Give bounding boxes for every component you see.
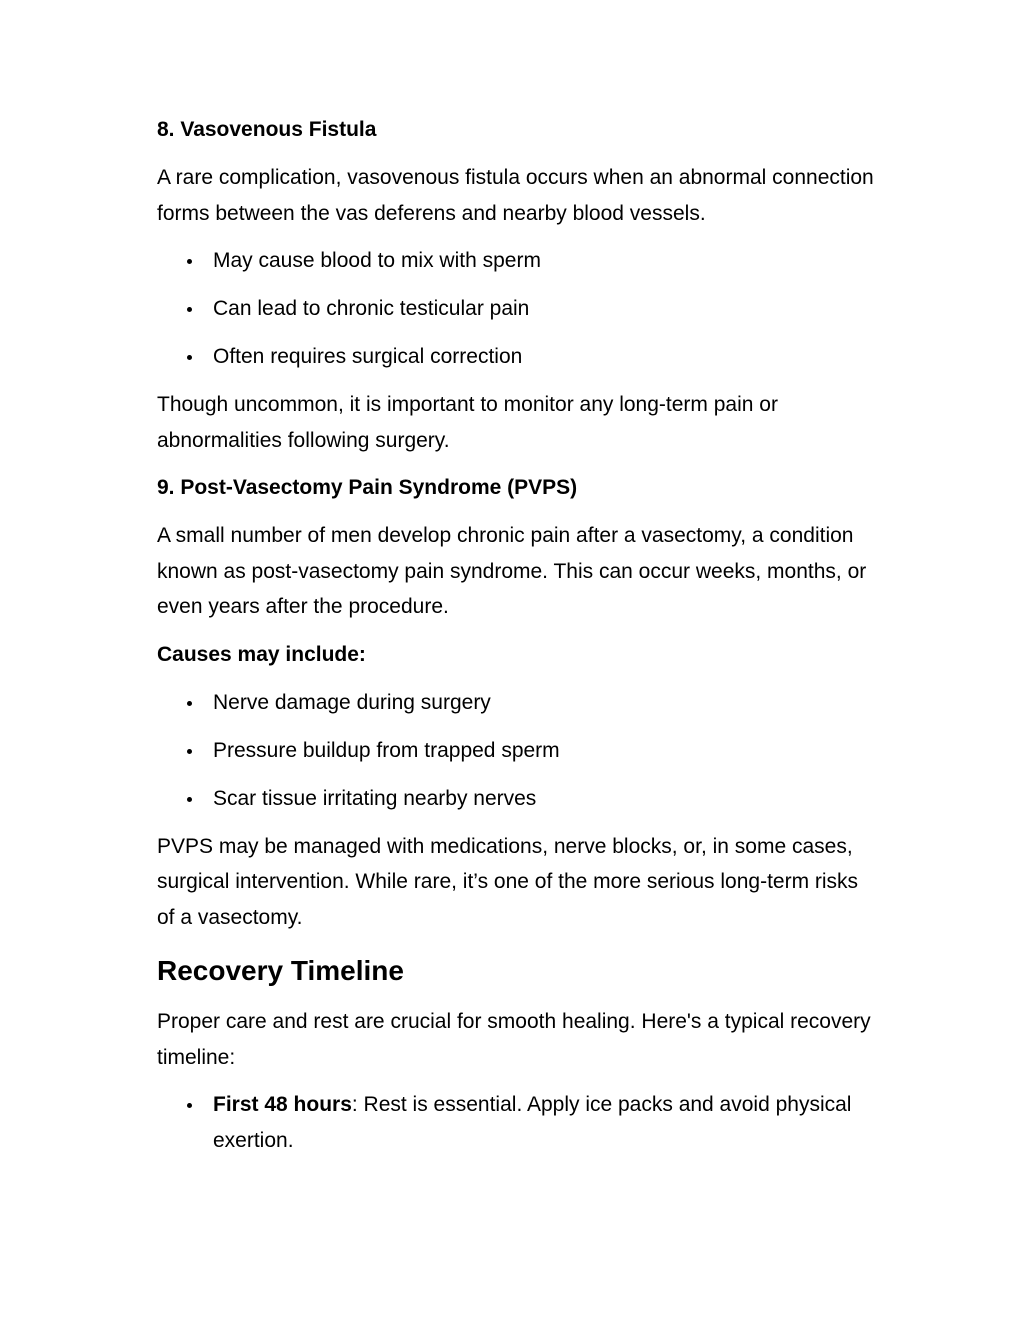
list-item: Can lead to chronic testicular pain <box>157 291 877 327</box>
causes-bullet-list <box>157 685 877 817</box>
list-item: Nerve damage during surgery <box>157 685 877 721</box>
paragraph-pvps-intro: A small number of men develop chronic pain after a vasectomy, a condition known as post-vasectomy pain syndrome. This can occur weeks, months, or even years after the procedure. <box>157 524 867 618</box>
list-item: Often requires surgical correction <box>157 339 877 375</box>
section-heading-recovery-timeline: Recovery Timeline <box>157 955 404 986</box>
section-heading-pvps: 9. Post-Vasectomy Pain Syndrome (PVPS) <box>157 476 578 499</box>
paragraph-pvps-outro: PVPS may be managed with medications, nerve blocks, or, in some cases, surgical intervention. While rare, it’s one of the more serious long-term risks of a vasectomy. <box>157 834 859 929</box>
list-item: Scar tissue irritating nearby nerves <box>157 781 877 817</box>
paragraph-fistula-intro: A rare complication, vasovenous fistula occurs when an abnormal connection forms between the vas deferens and nearby blood vessels. <box>157 166 874 225</box>
fistula-bullet-list <box>157 243 877 375</box>
paragraph-recovery-intro: Proper care and rest are crucial for smooth healing. Here's a typical recovery timeline: <box>157 1010 871 1069</box>
section-heading-vasovenous-fistula: 8. Vasovenous Fistula <box>157 118 377 141</box>
timeline-item-label: First 48 hours <box>213 1093 352 1116</box>
list-item: Pressure buildup from trapped sperm <box>157 733 877 769</box>
paragraph-fistula-outro: Though uncommon, it is important to monitor any long-term pain or abnormalities following surgery. <box>157 393 778 452</box>
document-page <box>157 112 877 1171</box>
causes-label: Causes may include: <box>157 642 366 666</box>
recovery-timeline-list <box>157 1087 877 1158</box>
list-item: May cause blood to mix with sperm <box>157 243 877 279</box>
list-item <box>157 1087 877 1158</box>
timeline-item-text: : Rest is essential. Apply ice packs and avoid physical exertion. <box>213 1093 852 1152</box>
